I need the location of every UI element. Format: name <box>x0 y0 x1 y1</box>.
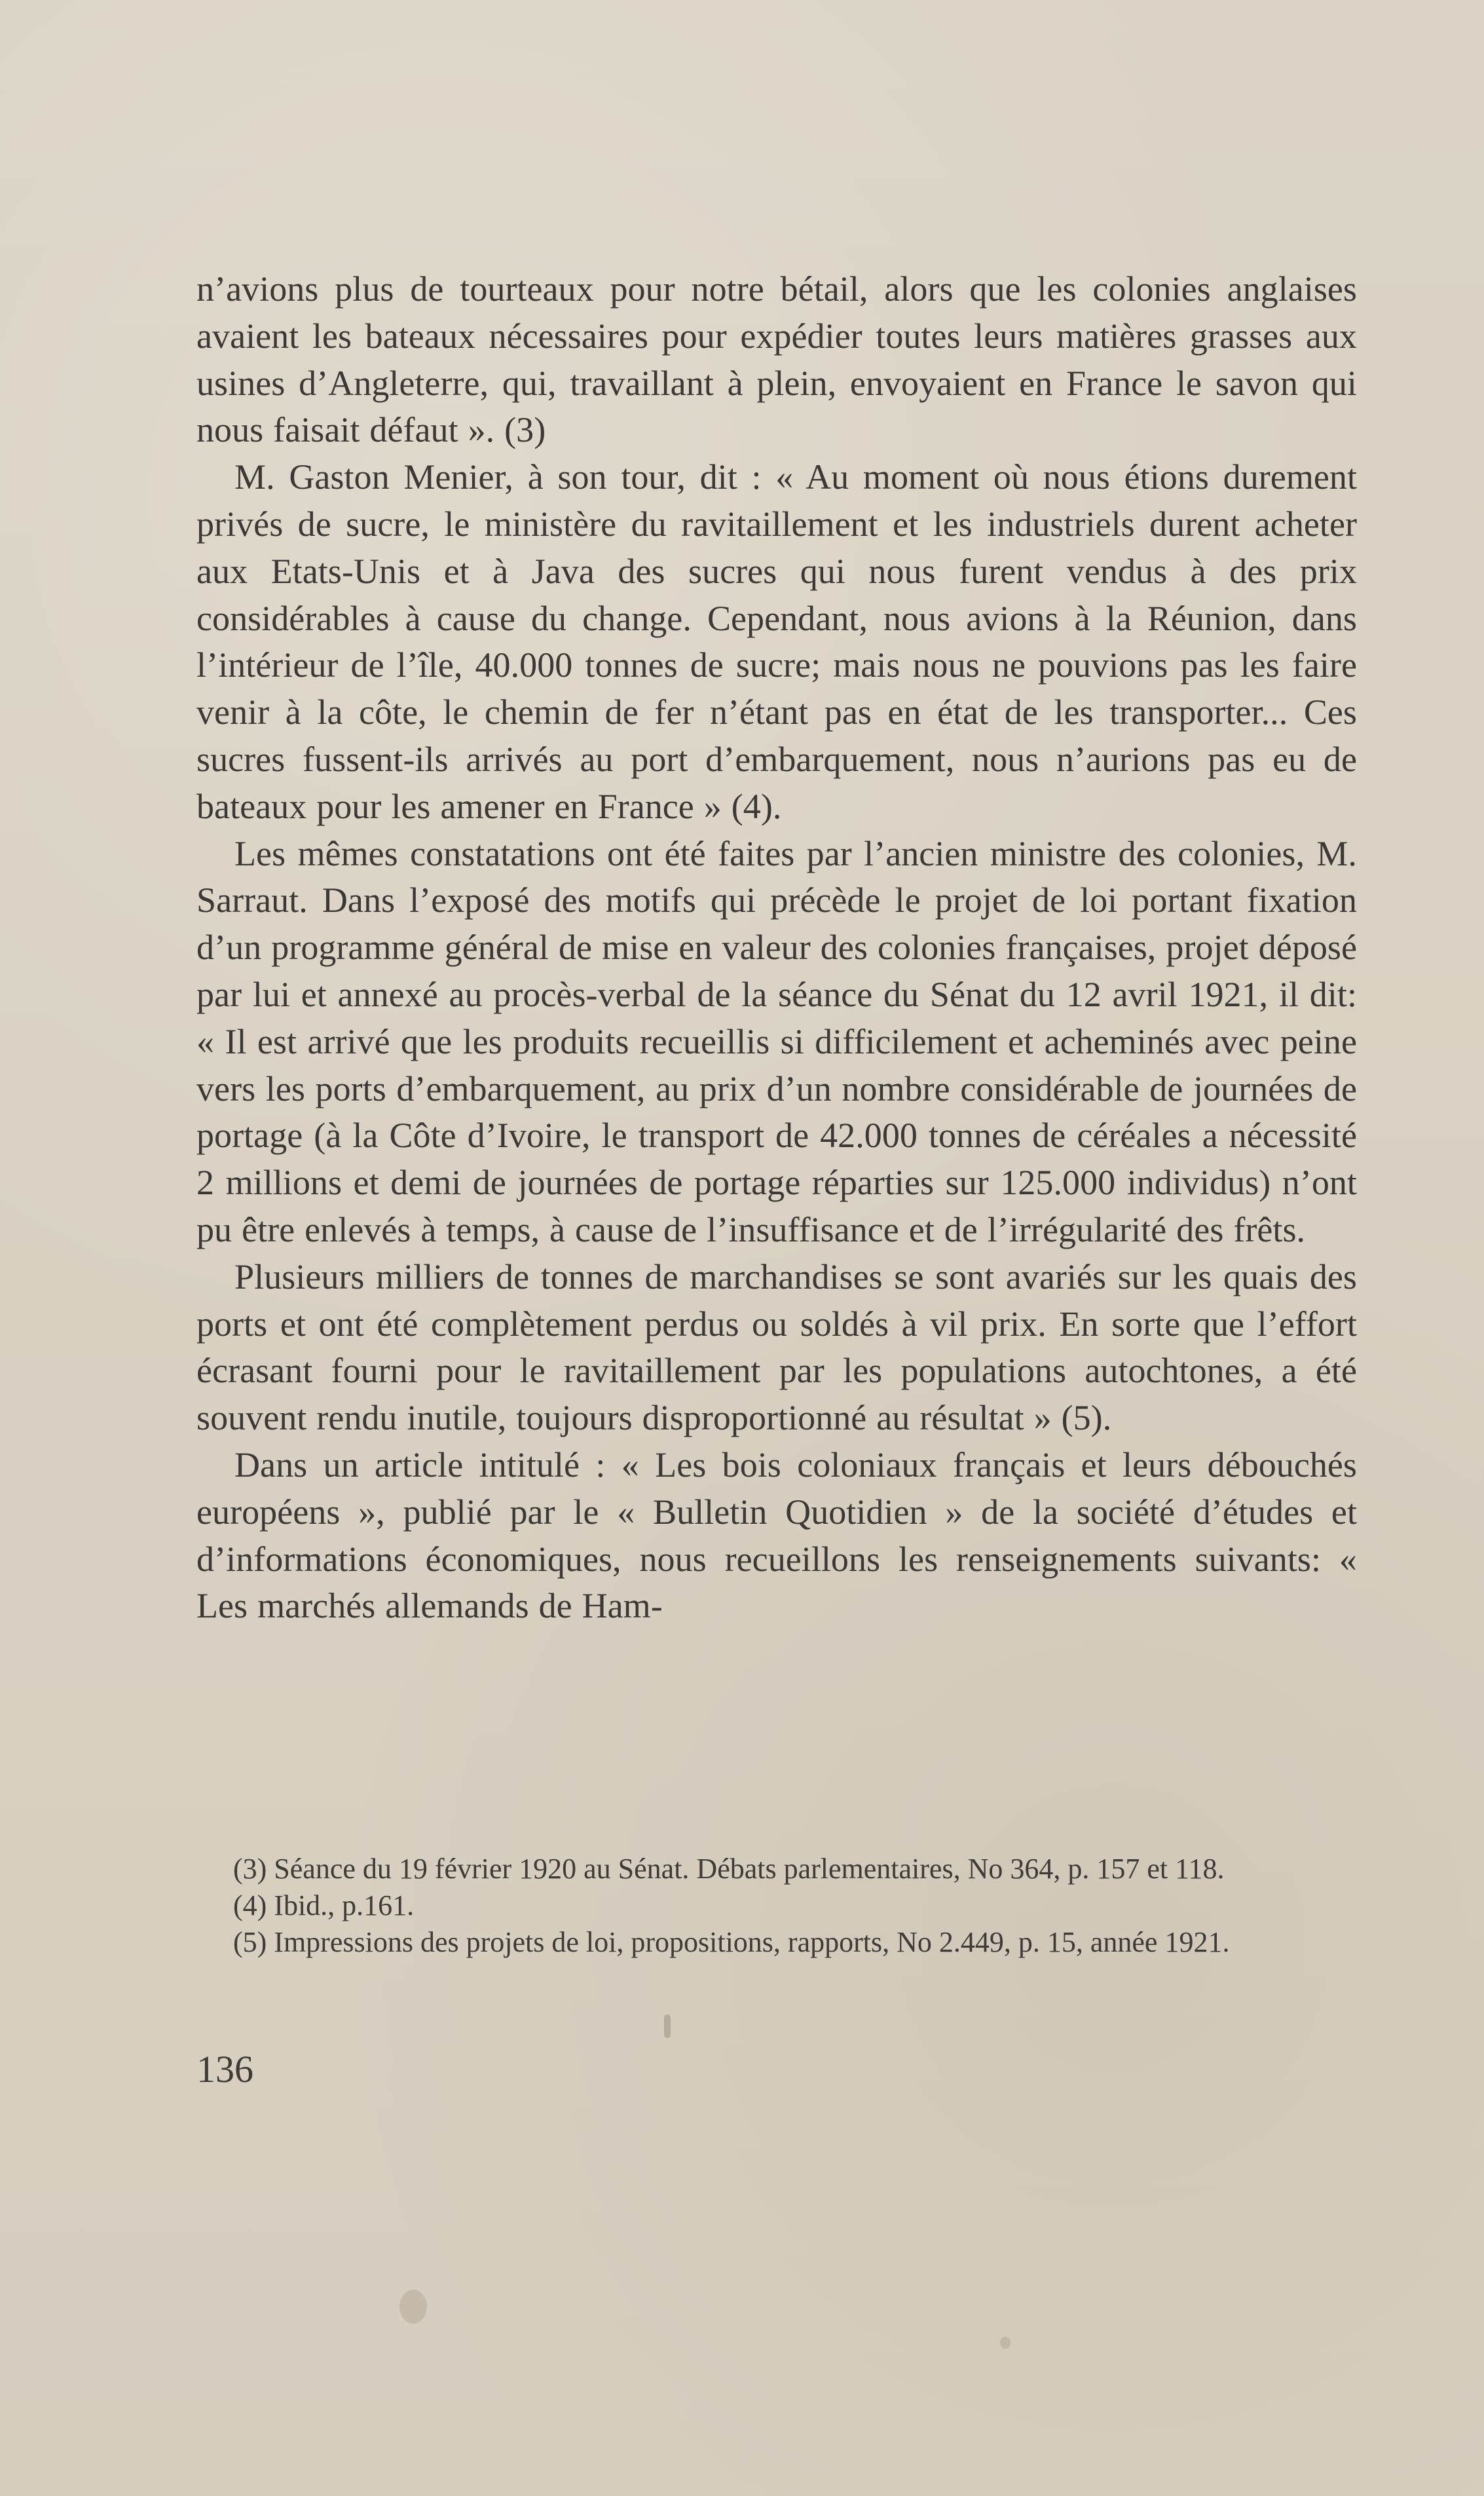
paragraph-merchandise: Plusieurs milliers de tonnes de marchandises se sont avariés sur les quais des ports et ont été complètement perdus ou soldés à vil prix. En sorte que l’effort écrasant fourni pour le ravitaillement par les populations autochtones, a été souvent rendu inutile, toujours disproportionné au résultat » (5). <box>196 1257 1357 1438</box>
footnote-3: (3) Séance du 19 février 1920 au Sénat. Débats parlementaires, No 364, p. 157 et 118. <box>233 1853 1225 1885</box>
paragraph-bulletin: Dans un article intitulé : « Les bois coloniaux français et leurs débouchés européens », publié par le « Bulletin Quotidien » de la société d’études et d’informations économiques, nous recueillons les renseignements suivants: « Les marchés allemands de Ham- <box>196 1445 1357 1626</box>
main-text <box>196 266 1357 1630</box>
paragraph-sarraut: Les mêmes constatations ont été faites par l’ancien ministre des colonies, M. Sarraut. Dans l’exposé des motifs qui précède le projet de loi portant fixation d’un programme général de mise en valeur des colonies françaises, projet déposé par lui et annexé au procès-verbal de la séance du Sénat du 12 avril 1921, il dit: « Il est arrivé que les produits recueillis si difficilement et acheminés avec peine vers les ports d’embarquement, au prix d’un nombre considérable de journées de portage (à la Côte d’Ivoire, le transport de 42.000 tonnes de céréales a nécessité 2 millions et demi de journées de portage réparties sur 125.000 individus) n’ont pu être enlevés à temps, à cause de l’insuffisance et de l’irrégularité des frêts. <box>196 833 1357 1249</box>
footnote-5: (5) Impressions des projets de loi, propositions, rapports, No 2.449, p. 15, année 1921. <box>233 1926 1230 1958</box>
paragraph-continuation: n’avions plus de tourteaux pour notre bétail, alors que les colonies anglaises avaient les bateaux nécessaires pour expédier toutes leurs matières grasses aux usines d’Angleterre, qui, travaillant à plein, envoyaient en France le savon qui nous faisait défaut ». (3) <box>196 269 1357 450</box>
footnote-4: (4) Ibid., p.161. <box>233 1889 415 1921</box>
page-mark <box>664 2014 671 2038</box>
page-number: 136 <box>196 2048 253 2090</box>
page-speck <box>1000 2337 1011 2349</box>
page-stain <box>399 2290 427 2324</box>
footnotes <box>196 1851 1357 1961</box>
paragraph-gaston-menier: M. Gaston Menier, à son tour, dit : « Au moment où nous étions durement privés de sucre, le ministère du ravitaillement et les industriels durent acheter aux Etats-Unis et à Java des sucres qui nous furent vendus à des prix considérables à cause du change. Cependant, nous avions à la Réunion, dans l’intérieur de l’île, 40.000 tonnes de sucre; mais nous ne pouvions pas les faire venir à la côte, le chemin de fer n’étant pas en état de les transporter... Ces sucres fussent-ils arrivés au port d’embarquement, nous n’aurions pas eu de bateaux pour les amener en France » (4). <box>196 457 1357 826</box>
